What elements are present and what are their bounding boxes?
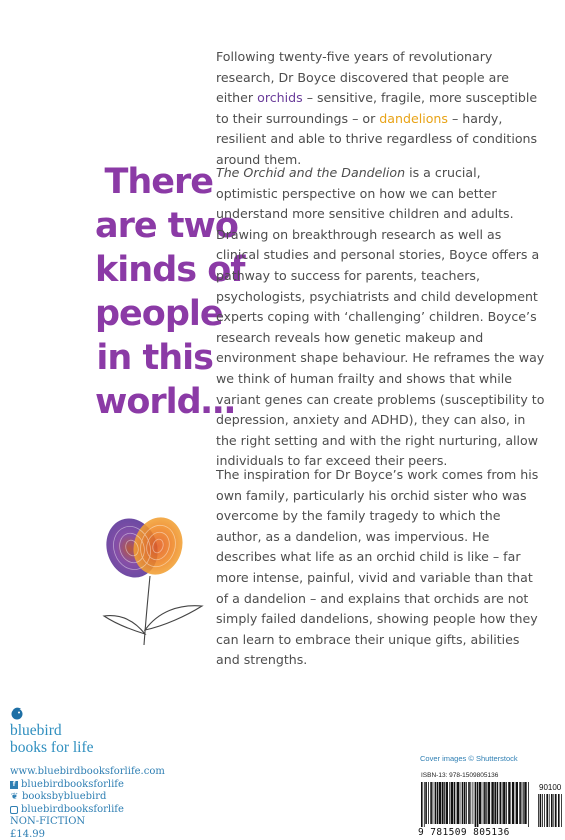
price-label: £14.99 xyxy=(10,828,45,840)
facebook-handle[interactable]: bluebirdbooksforlife xyxy=(21,778,124,790)
barcode-digits: 9 781509 805136 xyxy=(418,827,510,838)
instagram-handle[interactable]: bluebirdbooksforlife xyxy=(21,803,124,815)
publisher-contacts xyxy=(10,766,165,840)
isbn-barcode xyxy=(418,770,565,840)
publisher-brand xyxy=(10,722,94,756)
dandelions-highlight: dandelions xyxy=(379,110,448,126)
headline-line: kinds of xyxy=(95,250,245,290)
cover-credit: Cover images © Shutterstock xyxy=(420,754,518,763)
flower-stem xyxy=(104,576,202,645)
instagram-icon xyxy=(10,806,18,814)
barcode-addon-number: 90100 xyxy=(539,783,562,792)
website-text[interactable]: www.bluebirdbooksforlife.com xyxy=(10,766,165,777)
intro-text-2: – sensitive, fragile, more susceptible to their surroundings – or xyxy=(216,90,538,126)
isbn-label: ISBN-13: 978-1509805136 xyxy=(421,772,499,779)
twitter-handle[interactable]: booksbybluebird xyxy=(22,791,107,802)
orchids-highlight: orchids xyxy=(257,90,303,106)
headline-line: people xyxy=(95,294,223,334)
website-link[interactable] xyxy=(10,766,165,779)
headline-line: There xyxy=(104,162,213,202)
book-title: The Orchid and the Dandelion xyxy=(216,165,406,180)
headline-line: world… xyxy=(95,382,235,422)
brand-tagline: books for life xyxy=(10,739,94,756)
inspiration-paragraph: The inspiration for Dr Boyce’s work comes from his own family, particularly his orchid sister who was overcome by the family tragedy to which the author, as a dandelion, was impervious. He describes what life as an orchid child is like – far more intense, painful, vivid and variable than that of a dandelion – and explains that orchids are not simply failed dandelions, showing people how they can learn to embrace their unique gifts, abilities and strengths. xyxy=(216,467,539,668)
facebook-link[interactable] xyxy=(10,779,165,792)
twitter-link[interactable] xyxy=(10,791,165,804)
flower-petals xyxy=(98,512,190,585)
description-paragraph xyxy=(216,163,546,472)
category-label: NON-FICTION xyxy=(10,816,86,827)
fingerprint-flower-illustration xyxy=(98,512,218,647)
description-body: is a crucial, optimistic perspective on how we can better understand more sensitive children and adults. Drawing on breakthrough research as well as clinical studies and personal stories, Boyce offers a pathway to success for parents, teachers, psychologists, psychiatrists and child development experts coping with ‘challenging’ children. Boyce’s research reveals how genetic makeup and environment shape behaviour. He reframes the way we think of human frailty and shows that while variant genes can create problems (susceptibility to depression, anxiety and ADHD), they can also, in the right setting and with the right nurturing, allow individuals to far exceed their peers. xyxy=(216,165,545,469)
intro-text-3: – hardy, resilient and able to thrive regardless of conditions around them. xyxy=(216,110,538,167)
intro-paragraph xyxy=(216,47,546,171)
bluebird-logo-icon xyxy=(10,706,24,720)
headline-quote xyxy=(95,160,245,424)
twitter-icon: ❦ xyxy=(10,792,19,803)
intro-text-1: Following twenty-five years of revolutionary research, Dr Boyce discovered that people are either xyxy=(216,49,510,106)
headline-line: are two xyxy=(95,206,238,246)
facebook-icon: f xyxy=(10,781,18,789)
headline-line: in this xyxy=(96,338,213,378)
instagram-link[interactable] xyxy=(10,804,165,817)
brand-name: bluebird xyxy=(10,722,62,739)
